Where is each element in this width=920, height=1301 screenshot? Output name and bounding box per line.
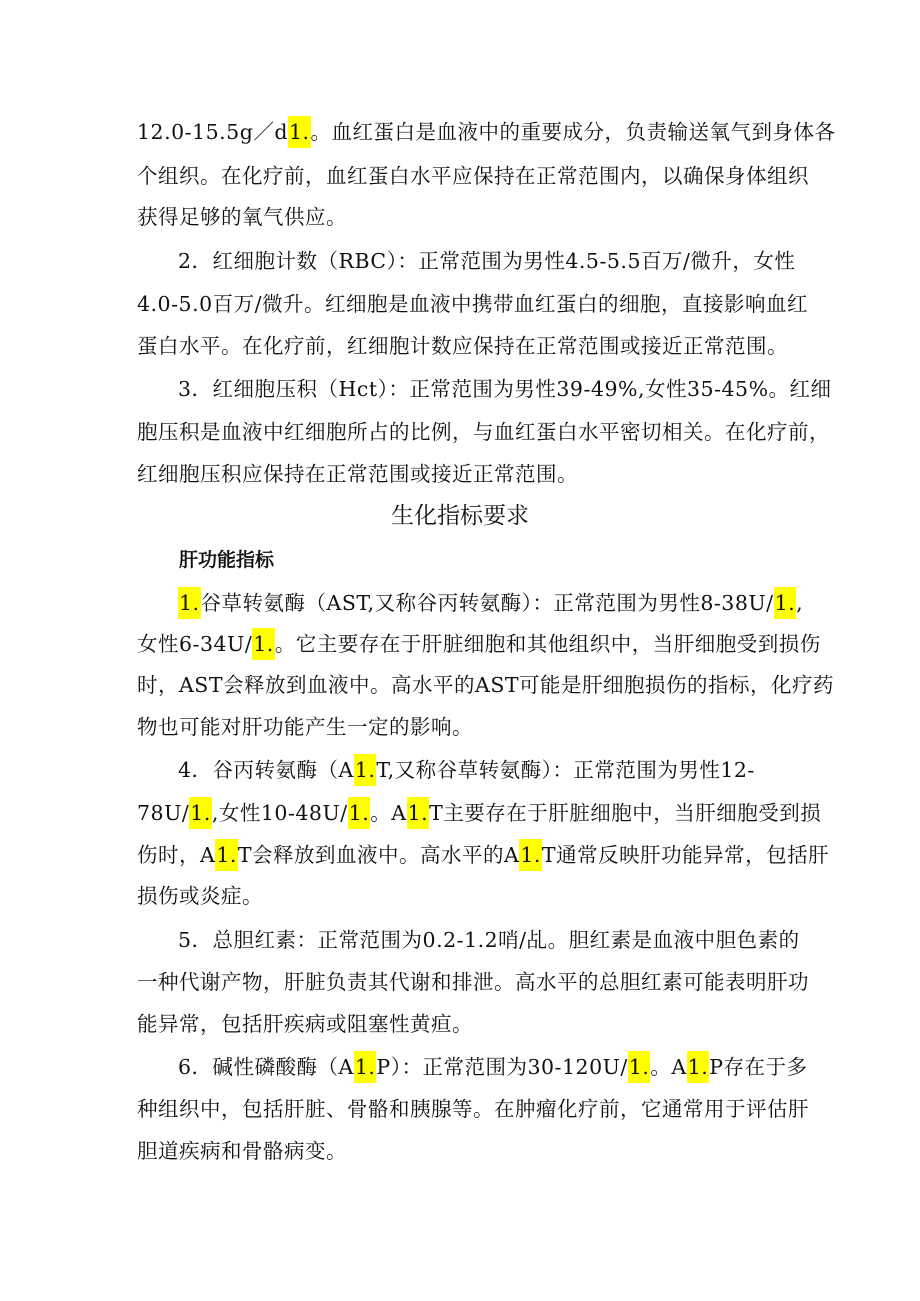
alp-line-2: 种组织中，包括肝脏、骨骼和胰腺等。在肿瘤化疗前，它通常用于评估肝 <box>137 1097 809 1121</box>
alt-line-1: 4．谷丙转氨酶（A1.T,又称谷草转氨酶）：正常范围为男性12- <box>178 755 755 785</box>
alt-line-3: 伤时，A1.T会释放到血液中。高水平的A1.T通常反映肝功能异常，包括肝 <box>137 840 829 870</box>
ast-line-3: 时，AST会释放到血液中。高水平的AST可能是肝细胞损伤的指标，化疗药 <box>137 673 835 697</box>
highlight-mark: 1. <box>628 1051 651 1083</box>
highlight-mark: 1. <box>687 1051 710 1083</box>
hb-line-1 <box>137 117 836 147</box>
hb-line-2: 个组织。在化疗前，血红蛋白水平应保持在正常范围内，以确保身体组织 <box>137 164 809 188</box>
ast-line-4: 物也可能对肝功能产生一定的影响。 <box>137 715 473 739</box>
alt-line-4: 损伤或炎症。 <box>137 884 263 908</box>
highlight-mark: 1. <box>252 628 275 660</box>
highlight-mark: 1. <box>354 754 377 786</box>
subsection-title: 肝功能指标 <box>179 549 275 571</box>
ast-line-1: 1.谷草转氨酶（AST,又称谷丙转氨酶）：正常范围为男性8-38U/1., <box>178 588 803 618</box>
highlight-mark: 1. <box>189 797 212 829</box>
hct-line-1: 3．红细胞压积（Hct）：正常范围为男性39-49%,女性35-45%。红细 <box>178 377 832 401</box>
alp-line-1: 6．碱性磷酸酶（A1.P）：正常范围为30-120U/1.。A1.P存在于多 <box>178 1052 808 1082</box>
highlight-mark: 1. <box>407 797 430 829</box>
highlight-mark: 1. <box>215 839 238 871</box>
highlight-mark: 1. <box>348 797 371 829</box>
bil-line-1: 5．总胆红素：正常范围为0.2-1.2哨/乩。胆红素是血液中胆色素的 <box>178 928 800 952</box>
rbc-line-3: 蛋白水平。在化疗前，红细胞计数应保持在正常范围或接近正常范围。 <box>137 334 788 358</box>
hb-range-text: 12.0-15.5g／d <box>137 120 288 144</box>
highlight-mark: 1. <box>178 587 201 619</box>
hb-line-3: 获得足够的氧气供应。 <box>137 205 347 229</box>
bil-line-3: 能异常，包括肝疾病或阻塞性黄疸。 <box>137 1012 473 1036</box>
hb-desc-text: 。血红蛋白是血液中的重要成分，负责输送氧气到身体各 <box>310 120 836 144</box>
rbc-line-2: 4.0-5.0百万/微升。红细胞是血液中携带血红蛋白的细胞，直接影响血红 <box>137 292 809 316</box>
alp-line-3: 胆道疾病和骨骼病变。 <box>137 1139 347 1163</box>
bil-line-2: 一种代谢产物，肝脏负责其代谢和排泄。高水平的总胆红素可能表明肝功 <box>137 970 809 994</box>
highlight-mark: 1. <box>288 116 311 148</box>
highlight-mark: 1. <box>354 1051 377 1083</box>
rbc-line-1: 2．红细胞计数（RBC）：正常范围为男性4.5-5.5百万/微升，女性 <box>178 249 796 273</box>
hct-line-3: 红细胞压积应保持在正常范围或接近正常范围。 <box>137 462 578 486</box>
hct-line-2: 胞压积是血液中红细胞所占的比例，与血红蛋白水平密切相关。在化疗前， <box>137 420 830 444</box>
ast-line-2: 女性6-34U/1.。它主要存在于肝脏细胞和其他组织中，当肝细胞受到损伤 <box>137 629 821 659</box>
highlight-mark: 1. <box>774 587 797 619</box>
highlight-mark: 1. <box>519 839 542 871</box>
alt-line-2: 78U/1.,女性10-48U/1.。A1.T主要存在于肝脏细胞中，当肝细胞受到损 <box>137 798 821 828</box>
section-title: 生化指标要求 <box>391 503 529 529</box>
